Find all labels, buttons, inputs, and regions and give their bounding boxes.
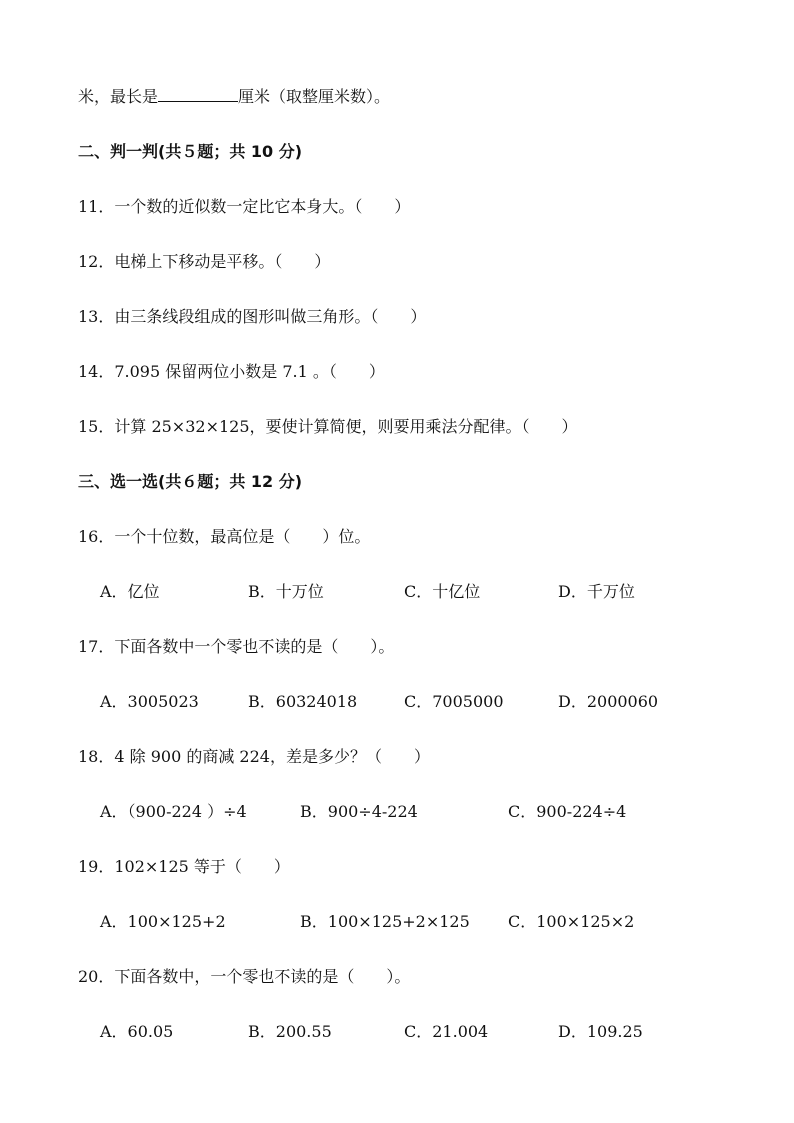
question-12: 12．电梯上下移动是平移。（ ） [78,252,331,271]
question-19: 19．102×125 等于（ ） [78,857,290,876]
question-14: 14．7.095 保留两位小数是 7.1 。（ ） [78,362,385,381]
option-17-c[interactable]: C．7005000 [404,692,504,711]
section-heading-choice: 三、选一选(共６题；共 12 分) [78,472,303,491]
option-20-d[interactable]: D．109.25 [558,1022,643,1041]
option-16-d[interactable]: D．千万位 [558,582,635,601]
option-17-a[interactable]: A．3005023 [100,692,199,711]
option-19-b[interactable]: B．100×125+2×125 [300,912,470,931]
intro-line [78,87,390,107]
intro-prefix: 米，最长是 [78,87,159,106]
intro-suffix: 厘米（取整厘米数）。 [238,87,391,106]
question-13: 13．由三条线段组成的图形叫做三角形。（ ） [78,307,427,326]
question-17: 17．下面各数中一个零也不读的是（ ）。 [78,637,395,656]
option-19-c[interactable]: C．100×125×2 [508,912,635,931]
option-20-a[interactable]: A．60.05 [100,1022,174,1041]
option-17-d[interactable]: D．2000060 [558,692,659,711]
option-16-c[interactable]: C．十亿位 [404,582,481,601]
question-18: 18．4 除 900 的商减 224，差是多少？（ ） [78,747,430,766]
question-20: 20．下面各数中，一个零也不读的是（ ）。 [78,967,411,986]
section-heading-judge: 二、判一判(共５题；共 10 分) [78,142,303,161]
option-16-a[interactable]: A．亿位 [100,582,160,601]
option-20-c[interactable]: C．21.004 [404,1022,489,1041]
answer-blank[interactable] [158,87,238,102]
option-19-a[interactable]: A．100×125+2 [100,912,226,931]
option-16-b[interactable]: B．十万位 [248,582,324,601]
option-17-b[interactable]: B．60324018 [248,692,358,711]
option-18-b[interactable]: B．900÷4-224 [300,802,418,821]
option-18-a[interactable]: A．（900-224 ）÷4 [100,802,247,821]
question-16: 16．一个十位数，最高位是（ ）位。 [78,527,371,546]
question-15: 15．计算 25×32×125，要使计算简便，则要用乘法分配律。（ ） [78,417,578,436]
option-18-c[interactable]: C．900-224÷4 [508,802,627,821]
option-20-b[interactable]: B．200.55 [248,1022,332,1041]
question-11: 11．一个数的近似数一定比它本身大。（ ） [78,197,411,216]
